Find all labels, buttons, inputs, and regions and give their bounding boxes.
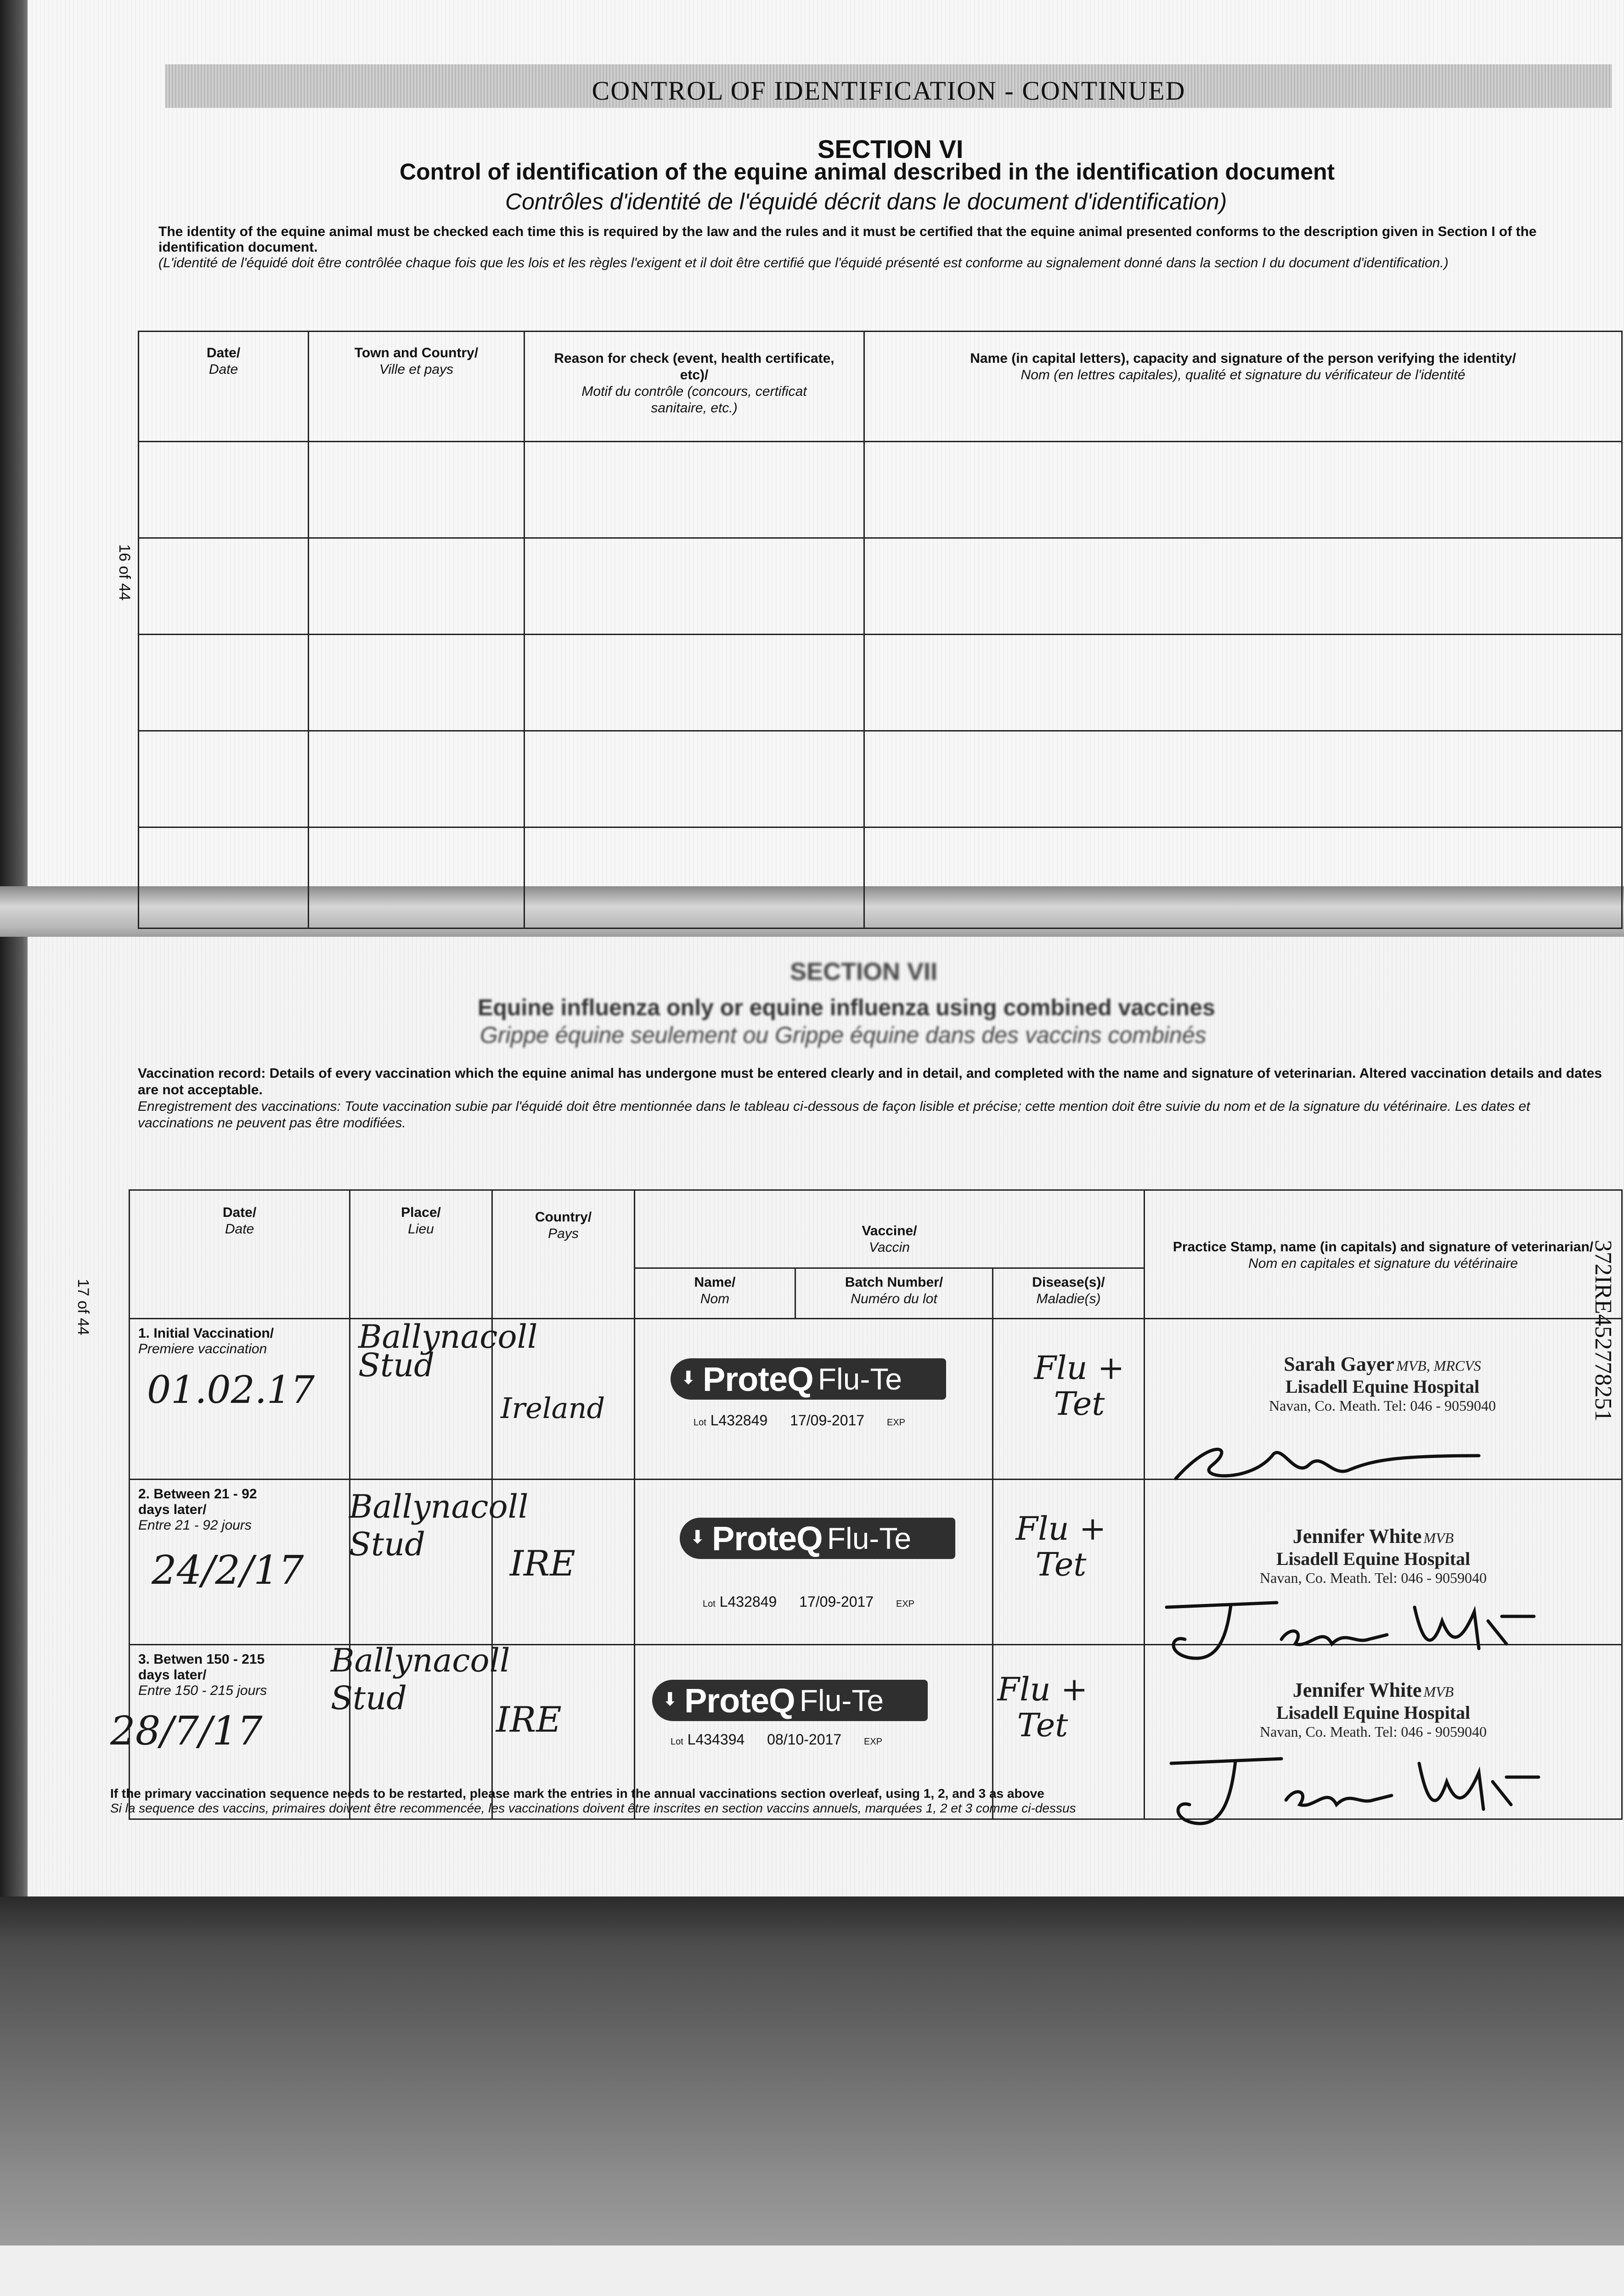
lot-number: L432849 [719,1593,777,1610]
row-1-label-fr: Premiere vaccination [138,1341,267,1356]
row-1-disease: Flu + Tet [1034,1349,1125,1423]
row-2-date: 24/2/17 [152,1548,304,1593]
vet-name: Jennifer White [1292,1525,1422,1548]
vaccine-sticker-1 [671,1358,946,1400]
lot-expiry: 08/10-2017 [767,1731,842,1748]
exp-label: EXP [896,1599,915,1609]
page-number-16: 16 of 44 [116,544,133,601]
row-3-place: Ballynacoll Stud [331,1642,510,1717]
cell-verifier[interactable] [864,538,1622,635]
header-town-country [309,332,524,442]
section-7-subtitle-fr: Grippe équine seulement ou Grippe équine dans des vaccins combinés [480,1022,1207,1048]
cell-town[interactable] [309,635,524,731]
vaccine-product: Flu-Te [818,1362,902,1396]
lot-expiry: 17/09-2017 [799,1593,874,1610]
cell-date[interactable] [139,538,309,635]
cell-town[interactable] [309,731,524,827]
cell-reason[interactable] [524,442,864,538]
side-passport-code: 372IRE452778251 [1590,1240,1616,1422]
section-7-title: SECTION VII [790,958,938,985]
cell-reason[interactable] [524,827,864,929]
header-town-en: Town and Country/ [354,345,479,360]
vet-hospital: Lisadell Equine Hospital [1276,1548,1471,1569]
cell-town[interactable] [309,827,524,929]
identity-check-row [139,635,1622,731]
header-disease [993,1268,1145,1319]
row-2-label-en: 2. Between 21 - 92 days later/ [138,1486,257,1517]
header-place [350,1190,492,1319]
cell-reason[interactable] [524,538,864,635]
vet-hospital: Lisadell Equine Hospital [1285,1376,1480,1397]
header-reason [524,332,864,442]
arrow-down-icon: ⬇ [681,1368,696,1388]
row-1-date: 01.02.17 [147,1368,315,1412]
header-country-en: Country/ [535,1210,592,1225]
header-vaccine-name [635,1268,795,1319]
vet-quals: MVB, MRCVS [1396,1357,1481,1374]
header-place-en: Place/ [401,1205,441,1220]
header-stamp [1145,1190,1622,1319]
header-date [139,332,309,442]
scanner-shadow-bottom [0,1896,1624,2296]
header-reason-en: Reason for check (event, health certificate, etc)/ [554,351,835,383]
lot-prefix: Lot [703,1599,716,1609]
vet-hospital: Lisadell Equine Hospital [1276,1702,1471,1723]
row-2-disease: Flu + Tet [1015,1510,1106,1583]
lot-info-3 [671,1731,882,1748]
exp-label: EXP [886,1418,906,1428]
row-2-place: Ballynacoll Stud [349,1488,529,1563]
vaccine-product: Flu-Te [799,1683,884,1717]
lot-prefix: Lot [671,1737,683,1747]
section-banner [165,64,1612,108]
vaccination-intro-label: Vaccination record: [138,1066,266,1081]
cell-date[interactable] [139,731,309,827]
header-town-fr: Ville et pays [379,362,454,377]
header-verifier [864,332,1622,442]
footer-note-en: If the primary vaccination sequence needs to be restarted, please mark the entries in the annual vaccinations section overleaf, using 1, 2, and 3 as above [110,1786,1044,1801]
cell-verifier[interactable] [864,827,1622,929]
header-vacc-date [130,1190,350,1319]
row-2-country: IRE [510,1543,575,1584]
vaccination-intro-fr: Enregistrement des vaccinations: Toute vaccination subie par l'équidé doit être mentionnée dans le tableau ci-dessous de façon lisible et précise; cette mention doit être suivie du nom et de la signature du vétérinaire. Les dates et vaccinations ne peuvent pas être modifiées. [138,1099,1530,1131]
arrow-down-icon: ⬇ [690,1527,705,1548]
header-reason-fr: Motif du contrôle (concours, certificat sanitaire, etc.) [581,384,807,416]
vaccine-product: Flu-Te [827,1521,912,1555]
page-number-17: 17 of 44 [74,1279,92,1335]
header-batch-en: Batch Number/ [845,1275,943,1290]
identity-check-row [139,827,1622,929]
section-6-title: SECTION VI [818,135,964,163]
identity-check-header-row [139,332,1622,442]
row-3-label-en: 3. Betwen 150 - 215 days later/ [138,1652,265,1683]
header-vaccine-fr: Vaccin [869,1240,910,1255]
cell-reason[interactable] [524,635,864,731]
header-batch [795,1268,993,1319]
header-country-fr: Pays [548,1226,579,1241]
header-place-fr: Lieu [408,1221,434,1237]
cell-verifier[interactable] [864,731,1622,827]
arrow-down-icon: ⬇ [662,1689,678,1710]
header-date-fr: Date [209,362,238,377]
vet-signature-2 [1139,1593,1552,1671]
header-disease-en: Disease(s)/ [1032,1275,1105,1290]
cell-date[interactable] [139,442,309,538]
row-3-disease: Flu + Tet [997,1671,1088,1744]
cell-town[interactable] [309,538,524,635]
footer-note [110,1786,1304,1816]
row-1-label-en: 1. Initial Vaccination/ [138,1326,274,1341]
row-2-label-fr: Entre 21 - 92 jours [138,1518,252,1533]
row-3-country: IRE [496,1699,562,1740]
identity-check-row [139,538,1622,635]
cell-date[interactable] [139,635,309,731]
header-verifier-fr: Nom (en lettres capitales), qualité et signature du vérificateur de l'identité [1021,367,1466,383]
row-3-label-fr: Entre 150 - 215 jours [138,1683,267,1698]
header-vaccine-name-fr: Nom [700,1291,730,1306]
cell-verifier[interactable] [864,442,1622,538]
header-vaccine [635,1190,1145,1268]
vaccination-intro-text: Details of every vaccination which the equine animal has undergone must be entered clearly and in detail, and completed with the name and signature of veterinarian. Altered vaccination details and dates are not acceptable. [138,1066,1602,1097]
cell-verifier[interactable] [864,635,1622,731]
row-1-country: Ireland [501,1391,605,1425]
vaccine-brand: ProteQ [684,1681,795,1720]
vet-quals: MVB [1423,1530,1454,1546]
vet-stamp-2 [1185,1525,1562,1587]
header-stamp-fr: Nom en capitales et signature du vétérinaire [1248,1256,1518,1271]
vaccine-sticker-2 [680,1518,955,1559]
vaccination-header-row-1 [130,1190,1622,1268]
lot-info-1 [694,1412,905,1429]
section-7-subtitle-en: Equine influenza only or equine influenza using combined vaccines [478,995,1215,1020]
vet-quals: MVB [1423,1683,1454,1700]
section-6-intro-en: The identity of the equine animal must be checked each time this is required by the law and the rules and it must be certified that the equine animal presented conforms to the description given in Section I of the identification document. [158,224,1537,255]
identity-check-table [138,331,1623,929]
vet-name: Jennifer White [1292,1679,1422,1701]
header-disease-fr: Maladie(s) [1036,1291,1101,1306]
header-vaccine-en: Vaccine/ [862,1223,917,1238]
vaccination-intro [138,1065,1607,1131]
footer-note-fr: Si la sequence des vaccins, primaires doivent être recommencée, les vaccinations doivent être inscrites en section vaccins annuels, marquées 1, 2 et 3 comme ci-dessus [110,1801,1076,1815]
lot-expiry: 17/09-2017 [790,1412,865,1429]
lot-number: L432849 [710,1412,768,1429]
cell-town[interactable] [309,442,524,538]
vet-address: Navan, Co. Meath. Tel: 046 - 9059040 [1269,1397,1496,1414]
vaccination-intro-en [138,1065,1607,1098]
identity-check-row [139,442,1622,538]
row-1-place: Ballynacoll Stud [358,1318,538,1384]
banner-title: CONTROL OF IDENTIFICATION - CONTINUED [592,76,1186,106]
section-6-intro [158,224,1614,271]
vet-name: Sarah Gayer [1284,1353,1394,1375]
cell-reason[interactable] [524,731,864,827]
vet-stamp-3 [1185,1678,1562,1740]
cell-date[interactable] [139,827,309,929]
exp-label: EXP [863,1737,883,1747]
vaccine-sticker-3 [652,1680,928,1721]
vet-address: Navan, Co. Meath. Tel: 046 - 9059040 [1260,1570,1487,1586]
header-batch-fr: Numéro du lot [851,1291,937,1306]
identity-check-row [139,731,1622,827]
vet-signature-1 [1157,1428,1488,1497]
header-vacc-date-fr: Date [225,1221,254,1237]
row-2-vaccine-cell[interactable] [635,1480,993,1645]
section-6-subtitle-fr: Contrôles d'identité de l'équidé décrit dans le document d'identification) [505,189,1227,214]
lot-number: L434394 [687,1731,745,1748]
vaccine-brand: ProteQ [703,1360,813,1398]
header-country [492,1190,635,1319]
vet-stamp-1 [1194,1352,1571,1414]
section-6-intro-fr: (L'identité de l'équidé doit être contrôlée chaque fois que les lois et les règles l'exigent et il doit être certifié que l'équidé présenté est conforme au signalement donné dans la section I du document d'identification.) [158,255,1449,270]
lot-info-2 [703,1593,914,1610]
header-stamp-en: Practice Stamp, name (in capitals) and signature of veterinarian/ [1173,1239,1594,1255]
header-date-en: Date/ [206,345,241,360]
vet-address: Navan, Co. Meath. Tel: 046 - 9059040 [1260,1723,1487,1740]
header-verifier-en: Name (in capital letters), capacity and signature of the person verifying the identity/ [970,351,1516,366]
lot-prefix: Lot [694,1418,706,1428]
vaccine-brand: ProteQ [712,1519,823,1558]
section-6-subtitle-en: Control of identification of the equine animal described in the identification document [400,159,1335,185]
header-vacc-date-en: Date/ [222,1205,257,1220]
header-vaccine-name-en: Name/ [694,1275,736,1290]
row-3-date: 28/7/17 [110,1708,263,1754]
